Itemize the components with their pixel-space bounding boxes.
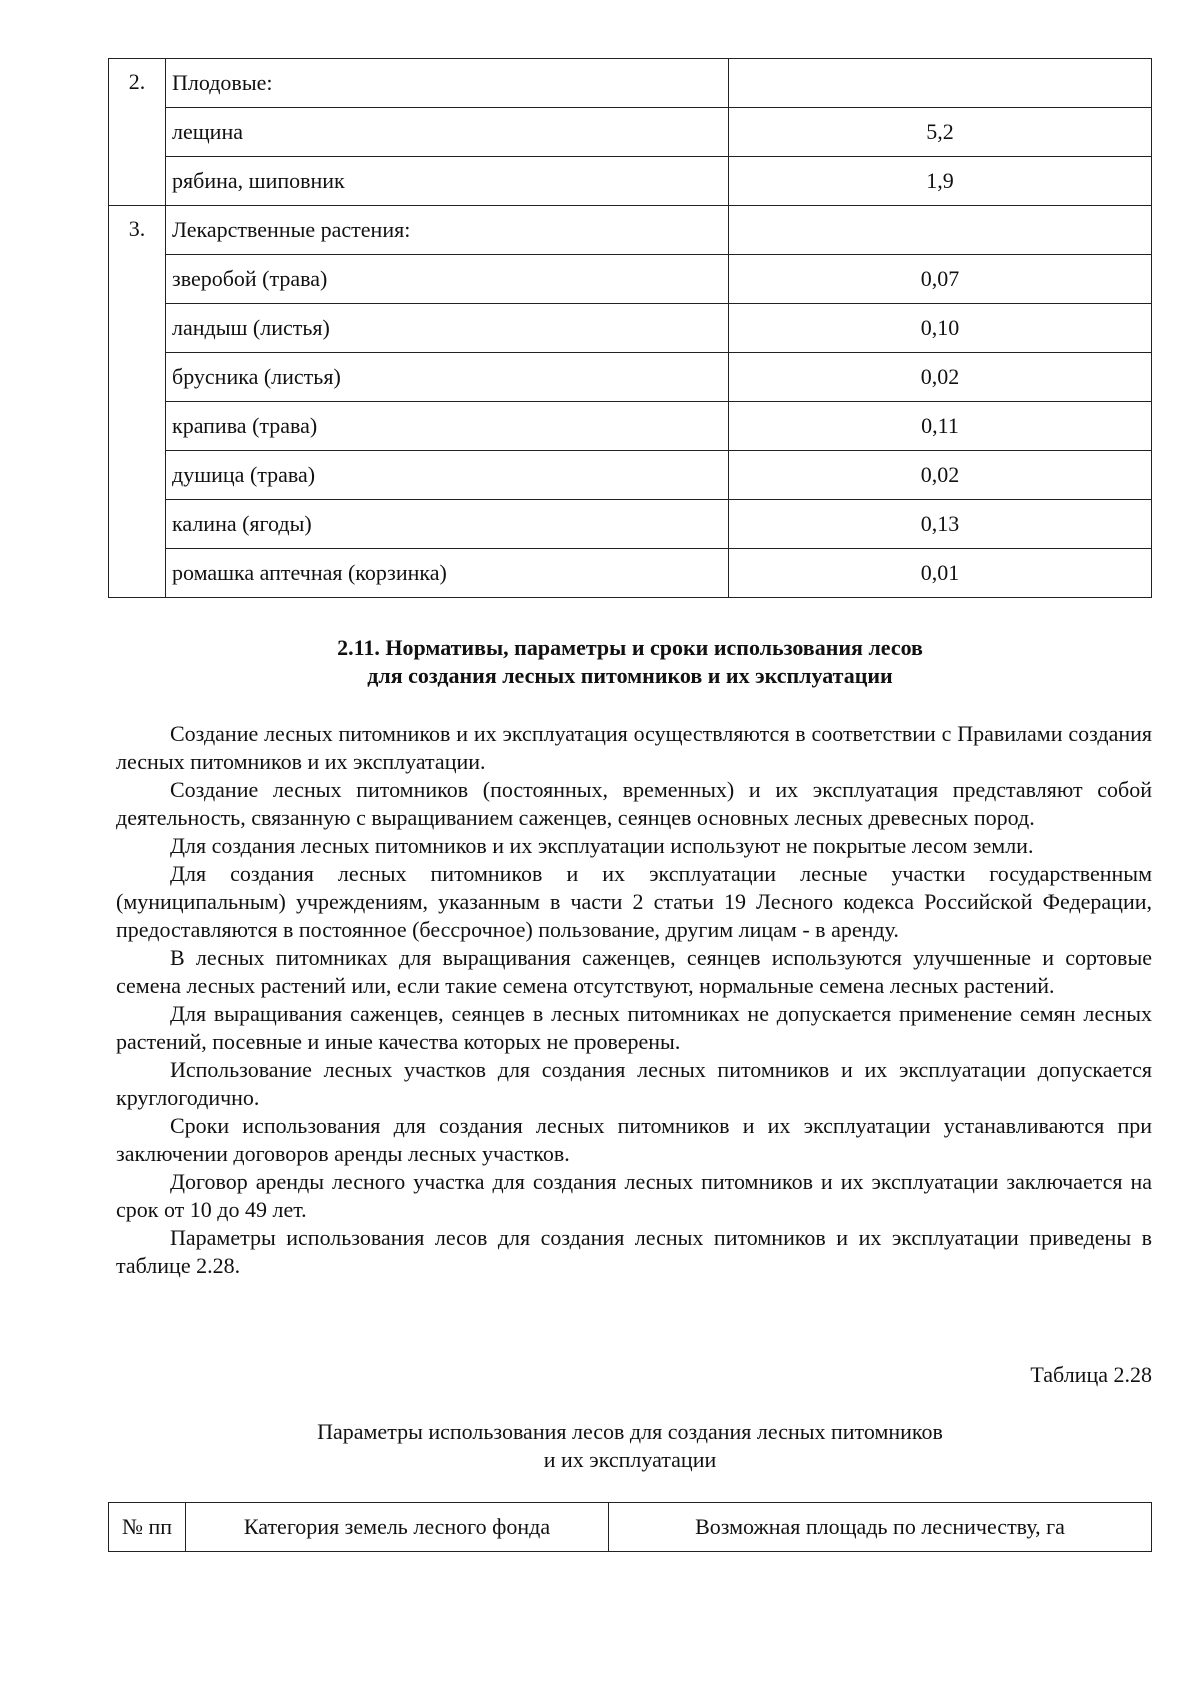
section-heading-line: для создания лесных питомников и их эксплуатации xyxy=(367,663,893,688)
table-row xyxy=(109,549,1152,598)
section-heading xyxy=(108,634,1152,690)
plant-value: 0,10 xyxy=(729,304,1152,353)
column-header: Возможная площадь по лесничеству, га xyxy=(609,1503,1152,1552)
paragraph: Для создания лесных питомников и их эксплуатации лесные участки государственным (муниципальным) учреждениям, указанным в части 2 статьи 19 Лесного кодекса Российской Федерации, предоставляются в постоянное (бессрочное) пользование, другим лицам - в аренду. xyxy=(116,861,1152,942)
group-title: Лекарственные растения: xyxy=(166,206,729,255)
column-header: Категория земель лесного фонда xyxy=(186,1503,609,1552)
paragraph: В лесных питомниках для выращивания саженцев, сеянцев используются улучшенные и сортовые семена лесных растений или, если такие семена отсутствуют, нормальные семена лесных растений. xyxy=(116,945,1152,998)
paragraph: Использование лесных участков для создания лесных питомников и их эксплуатации допускается круглогодично. xyxy=(116,1057,1152,1110)
paragraph: Договор аренды лесного участка для создания лесных питомников и их эксплуатации заключается на срок от 10 до 49 лет. xyxy=(116,1169,1152,1222)
plant-value: 0,13 xyxy=(729,500,1152,549)
plant-name: ландыш (листья) xyxy=(166,304,729,353)
group-number: 2. xyxy=(109,59,166,206)
table-title-line: Параметры использования лесов для создания лесных питомников xyxy=(317,1419,943,1444)
group-number: 3. xyxy=(109,206,166,598)
column-header: № пп xyxy=(109,1503,186,1552)
plant-name: зверобой (трава) xyxy=(166,255,729,304)
section-body xyxy=(116,720,1152,1280)
plants-yield-table xyxy=(108,58,1152,598)
plant-name: душица (трава) xyxy=(166,451,729,500)
paragraph: Сроки использования для создания лесных питомников и их эксплуатации устанавливаются при заключении договоров аренды лесных участков. xyxy=(116,1113,1152,1166)
table-row xyxy=(109,402,1152,451)
table-header-row xyxy=(109,1503,1152,1552)
plant-name: брусника (листья) xyxy=(166,353,729,402)
plant-value: 1,9 xyxy=(729,157,1152,206)
nursery-parameters-table xyxy=(108,1502,1152,1552)
plant-name: ромашка аптечная (корзинка) xyxy=(166,549,729,598)
paragraph: Для создания лесных питомников и их эксплуатации используют не покрытые лесом земли. xyxy=(170,833,1034,858)
table-row xyxy=(109,500,1152,549)
plant-name: калина (ягоды) xyxy=(166,500,729,549)
paragraph: Параметры использования лесов для создания лесных питомников и их эксплуатации приведены в таблице 2.28. xyxy=(116,1225,1152,1278)
plant-value: 0,01 xyxy=(729,549,1152,598)
table-row xyxy=(109,157,1152,206)
plant-name: крапива (трава) xyxy=(166,402,729,451)
value-cell xyxy=(729,206,1152,255)
table-row xyxy=(109,304,1152,353)
table-title xyxy=(108,1418,1152,1474)
table-row xyxy=(109,108,1152,157)
plant-value: 0,11 xyxy=(729,402,1152,451)
group-title: Плодовые: xyxy=(166,59,729,108)
plant-name: лещина xyxy=(166,108,729,157)
plant-value: 0,02 xyxy=(729,353,1152,402)
section-heading-line: 2.11. Нормативы, параметры и сроки использования лесов xyxy=(337,635,923,660)
table-row xyxy=(109,255,1152,304)
plant-name: рябина, шиповник xyxy=(166,157,729,206)
table-row xyxy=(109,451,1152,500)
table-title-line: и их эксплуатации xyxy=(543,1447,717,1472)
table-label: Таблица 2.28 xyxy=(1030,1362,1152,1387)
table-row xyxy=(109,353,1152,402)
paragraph: Создание лесных питомников и их эксплуатация осуществляются в соответствии с Правилами создания лесных питомников и их эксплуатации. xyxy=(116,721,1152,774)
plant-value: 5,2 xyxy=(729,108,1152,157)
value-cell xyxy=(729,59,1152,108)
table-row xyxy=(109,59,1152,108)
table-row xyxy=(109,206,1152,255)
paragraph: Для выращивания саженцев, сеянцев в лесных питомниках не допускается применение семян лесных растений, посевные и иные качества которых не проверены. xyxy=(116,1001,1152,1054)
plant-value: 0,07 xyxy=(729,255,1152,304)
paragraph: Создание лесных питомников (постоянных, временных) и их эксплуатация представляют собой деятельность, связанную с выращиванием саженцев, сеянцев основных лесных древесных пород. xyxy=(116,777,1152,830)
plant-value: 0,02 xyxy=(729,451,1152,500)
